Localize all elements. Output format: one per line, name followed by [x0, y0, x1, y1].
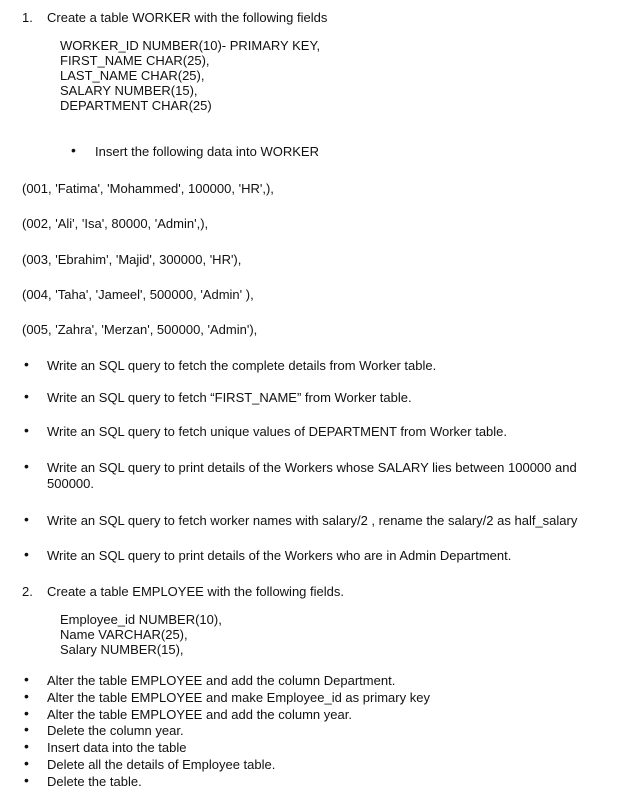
- bullet-icon: •: [24, 388, 29, 404]
- query-item: Write an SQL query to fetch the complete details from Worker table.: [47, 358, 437, 373]
- task-item: Delete the table.: [47, 774, 142, 789]
- task-item: Alter the table EMPLOYEE and add the column Department.: [47, 673, 396, 688]
- employee-field: Employee_id NUMBER(10),: [60, 612, 222, 627]
- insert-instruction: Insert the following data into WORKER: [95, 144, 319, 159]
- bullet-icon: •: [24, 738, 29, 754]
- bullet-icon: •: [71, 142, 76, 158]
- bullet-icon: •: [24, 511, 29, 527]
- bullet-icon: •: [24, 688, 29, 704]
- section1-title: Create a table WORKER with the following fields: [47, 10, 328, 25]
- section2-title: Create a table EMPLOYEE with the following fields.: [47, 584, 344, 599]
- data-row: (005, 'Zahra', 'Merzan', 500000, 'Admin'),: [22, 322, 258, 337]
- worker-field: FIRST_NAME CHAR(25),: [60, 53, 210, 68]
- employee-field: Salary NUMBER(15),: [60, 642, 184, 657]
- employee-field: Name VARCHAR(25),: [60, 627, 188, 642]
- query-item: Write an SQL query to fetch “FIRST_NAME” from Worker table.: [47, 390, 412, 405]
- bullet-icon: •: [24, 422, 29, 438]
- task-item: Delete all the details of Employee table.: [47, 757, 276, 772]
- task-item: Alter the table EMPLOYEE and make Employee_id as primary key: [47, 690, 430, 705]
- section2-number: 2.: [22, 584, 33, 599]
- task-item: Alter the table EMPLOYEE and add the column year.: [47, 707, 352, 722]
- bullet-icon: •: [24, 356, 29, 372]
- bullet-icon: •: [24, 705, 29, 721]
- section1-number: 1.: [22, 10, 33, 25]
- worker-field: SALARY NUMBER(15),: [60, 83, 198, 98]
- query-item: Write an SQL query to print details of the Workers whose SALARY lies between 100000 and 500000.: [47, 460, 577, 491]
- worker-field: DEPARTMENT CHAR(25): [60, 98, 212, 113]
- bullet-icon: •: [24, 772, 29, 788]
- bullet-icon: •: [24, 671, 29, 687]
- bullet-icon: •: [24, 546, 29, 562]
- data-row: (004, 'Taha', 'Jameel', 500000, 'Admin' ),: [22, 287, 254, 302]
- data-row: (002, 'Ali', 'Isa', 80000, 'Admin',),: [22, 216, 209, 231]
- query-item: Write an SQL query to fetch unique values of DEPARTMENT from Worker table.: [47, 424, 508, 439]
- bullet-icon: •: [24, 755, 29, 771]
- query-item: Write an SQL query to print details of the Workers who are in Admin Department.: [47, 548, 512, 563]
- query-item: Write an SQL query to fetch worker names with salary/2 , rename the salary/2 as half_salary: [47, 513, 578, 528]
- worker-field: LAST_NAME CHAR(25),: [60, 68, 205, 83]
- data-row: (001, 'Fatima', 'Mohammed', 100000, 'HR',),: [22, 181, 274, 196]
- bullet-icon: •: [24, 721, 29, 737]
- bullet-icon: •: [24, 458, 29, 474]
- task-item: Delete the column year.: [47, 723, 184, 738]
- worker-field: WORKER_ID NUMBER(10)- PRIMARY KEY,: [60, 38, 321, 53]
- data-row: (003, 'Ebrahim', 'Majid', 300000, 'HR'),: [22, 252, 242, 267]
- task-item: Insert data into the table: [47, 740, 187, 755]
